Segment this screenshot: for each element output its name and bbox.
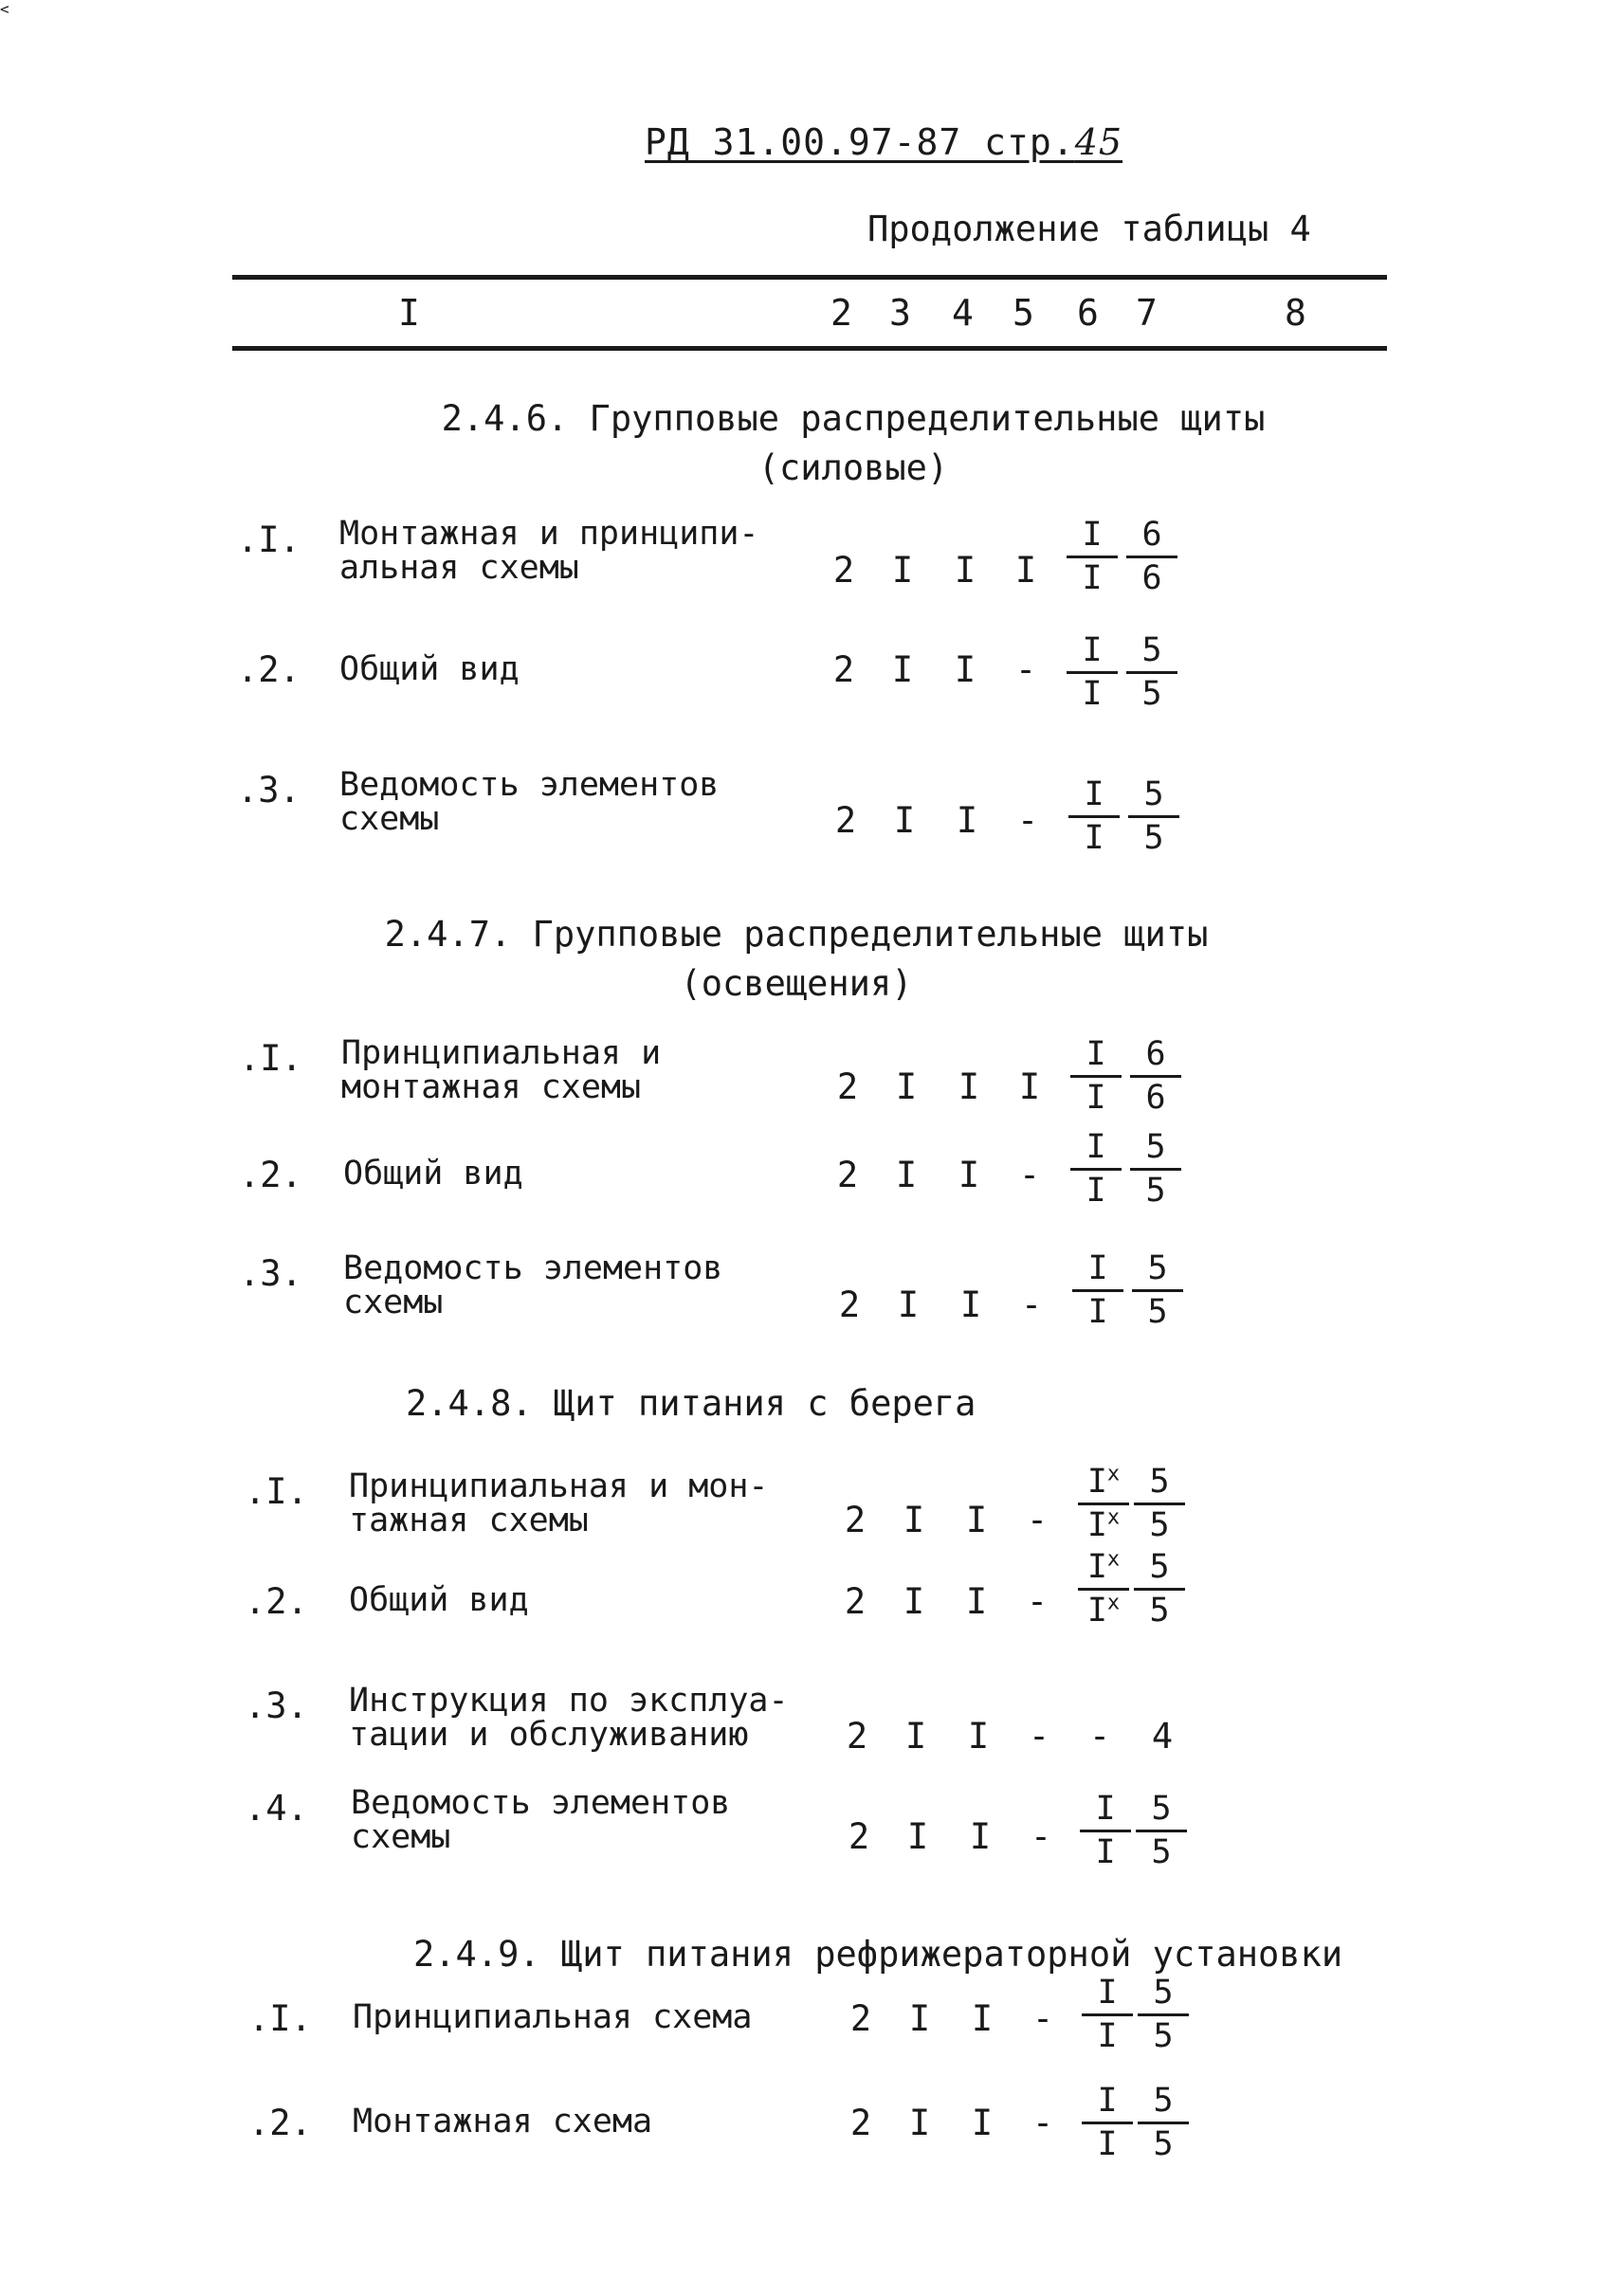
page-number: 45 <box>1074 121 1123 163</box>
fraction-col-7: $\frac{5}{5}$ <box>1132 1249 1183 1332</box>
fraction-col-6: $\frac{I}{I}$ <box>1070 1035 1122 1118</box>
section-title: 2.4.8. Щит питания с берега <box>406 1383 976 1424</box>
value-col-5: - <box>1030 1816 1052 1857</box>
value-col-3: I <box>904 1716 927 1757</box>
row-description: Общий вид <box>339 650 520 688</box>
value-col-5: - <box>1018 1155 1041 1195</box>
value-col-3: I <box>906 1816 929 1857</box>
column-header-3: 3 <box>889 292 911 334</box>
fraction-col-7: $\frac{6}{6}$ <box>1126 516 1177 598</box>
value-col-2: 2 <box>849 2103 872 2143</box>
value-col-7: 4 <box>1151 1716 1174 1757</box>
column-header-6: 6 <box>1077 292 1099 334</box>
value-col-4: I <box>971 2103 994 2143</box>
value-col-3: I <box>895 1155 918 1195</box>
table-continuation-label: Продолжение таблицы 4 <box>867 209 1311 249</box>
value-col-2: 2 <box>849 1998 872 2039</box>
fraction-col-6: $\frac{I^x}{I^x}$ <box>1078 1548 1129 1630</box>
value-col-5: - <box>1028 1716 1050 1757</box>
fraction-col-7: $\frac{5}{5}$ <box>1130 1128 1181 1211</box>
value-col-4: I <box>969 1816 992 1857</box>
value-col-5: - <box>1026 1500 1049 1540</box>
row-number: .3. <box>245 1685 308 1726</box>
value-col-5: I <box>1014 550 1037 591</box>
column-header-8: 8 <box>1285 292 1306 334</box>
value-col-5: - <box>1020 1284 1043 1325</box>
row-description: Принципиальная схема <box>353 1998 753 2036</box>
row-description: Принципиальная и мон- тажная схемы <box>349 1467 769 1539</box>
value-col-3: I <box>895 1066 918 1107</box>
row-number: .I. <box>239 1038 302 1079</box>
value-col-3: I <box>908 1998 931 2039</box>
document-header <box>645 121 1122 163</box>
value-col-4: I <box>959 1284 982 1325</box>
section-title: 2.4.9. Щит питания рефрижераторной установки <box>413 1934 1343 1975</box>
value-col-2: 2 <box>834 800 857 841</box>
value-col-5: - <box>1026 1581 1049 1622</box>
value-col-5: - <box>1014 649 1037 690</box>
fraction-col-7: $\frac{5}{5}$ <box>1126 631 1177 714</box>
fraction-col-6: $\frac{I}{I}$ <box>1070 1128 1122 1211</box>
value-col-2: 2 <box>838 1284 861 1325</box>
value-col-3: I <box>891 550 914 591</box>
fraction-col-7: $\frac{5}{5}$ <box>1134 1548 1185 1630</box>
value-col-4: I <box>967 1716 990 1757</box>
value-col-5: - <box>1031 2103 1054 2143</box>
value-col-4: I <box>956 800 978 841</box>
value-col-4: I <box>965 1500 988 1540</box>
value-col-2: 2 <box>844 1581 867 1622</box>
fraction-col-7: $\frac{6}{6}$ <box>1130 1035 1181 1118</box>
value-col-3: I <box>891 649 914 690</box>
value-col-4: I <box>958 1066 980 1107</box>
column-header-7: 7 <box>1136 292 1158 334</box>
fraction-col-6: $\frac{I}{I}$ <box>1082 2082 1133 2164</box>
value-col-5: I <box>1018 1066 1041 1107</box>
value-col-4: I <box>954 649 976 690</box>
value-col-3: I <box>893 800 916 841</box>
column-header-2: 2 <box>830 292 852 334</box>
fraction-col-7: $\frac{5}{5}$ <box>1134 1463 1185 1545</box>
doc-code: РД 31.00.97-87 стр. <box>645 121 1075 163</box>
fraction-col-6: $\frac{I}{I}$ <box>1068 775 1120 858</box>
row-number: .I. <box>248 1998 312 2039</box>
value-col-5: - <box>1031 1998 1054 2039</box>
row-number: .4. <box>245 1788 308 1829</box>
document-page: РД 31.00.97-87 стр.45 Продолжение таблицы 4 I 2 3 4 5 6 7 8 2.4.6. Групповые распределительные щиты (силовые) .I. Монтажная и принципи- альная схемы 2 I I I $\frac{I}{I}$ $\frac{6}{6}$ .2. Общий вид 2 I I - $\frac{I}{I}$ $\frac{5}{5}$ .3. Ведомость элементов схемы 2 I I - $\frac{I}{I}$ $\frac{5}{5}$ 2.4.7. Групповые распределительные щиты (освещения) .I. Принципиальная и монтажная схемы 2 I I I $\frac{I}{I}$ $\frac{6}{6}$ < .2. Общий вид 2 I I - $\frac{I}{I}$ $\frac{5}{5}$ .3. Ведомость элементов схемы 2 I I - $\frac{I}{I}$ $\frac{5}{5}$ 2.4.8. Щит питания с берега .I. Принципиальная и мон- тажная схемы 2 I I - $\frac{I^x}{I^x}$ $\frac{5}{5}$ .2. Общий вид 2 I I - $\frac{I^x}{I^x}$ $\frac{5}{5}$ .3. Инструкция по эксплуа- тации и обслуживанию 2 I I - - 4 .4. Ведомость элементов схемы 2 I I - $\frac{I}{I}$ $\frac{5}{5}$ 2.4.9. Щит питания рефрижераторной установки .I. Принципиальная схема 2 I I - $\frac{I}{I}$ $\frac{5}{5}$ .2. Монтажная схема 2 I I - $\frac{I}{I}$ $\frac{5}{5}$ <box>0 0 1624 2295</box>
value-col-2: 2 <box>848 1816 870 1857</box>
row-description: Общий вид <box>343 1155 523 1193</box>
fraction-col-6: $\frac{I^x}{I^x}$ <box>1078 1463 1129 1545</box>
fraction-col-6: $\frac{I}{I}$ <box>1067 631 1118 714</box>
fraction-col-7: $\frac{5}{5}$ <box>1138 2082 1189 2164</box>
row-number: .2. <box>245 1581 308 1622</box>
column-header-4: 4 <box>952 292 974 334</box>
table-top-rule <box>232 275 1387 280</box>
value-col-5: - <box>1016 800 1039 841</box>
value-col-2: 2 <box>836 1066 859 1107</box>
value-col-4: I <box>958 1155 980 1195</box>
table-header-rule <box>232 346 1387 351</box>
fraction-col-7: $\frac{5}{5}$ <box>1136 1790 1187 1872</box>
row-number: .2. <box>239 1155 302 1195</box>
column-header-5: 5 <box>1013 292 1034 334</box>
row-description: Принципиальная и монтажная схемы <box>341 1034 662 1106</box>
value-col-4: I <box>971 1998 994 2039</box>
row-description: Монтажная схема <box>353 2103 653 2140</box>
value-col-3: I <box>903 1581 925 1622</box>
value-col-4: I <box>954 550 976 591</box>
value-col-2: 2 <box>846 1716 868 1757</box>
fraction-col-6: $\frac{I}{I}$ <box>1080 1790 1131 1872</box>
column-header-1: I <box>398 292 420 334</box>
row-description: Ведомость элементов схемы <box>339 766 720 838</box>
value-col-3: I <box>903 1500 925 1540</box>
row-description: Ведомость элементов схемы <box>343 1249 723 1321</box>
value-col-2: 2 <box>844 1500 867 1540</box>
row-number: .2. <box>237 649 301 690</box>
fraction-col-6: $\frac{I}{I}$ <box>1082 1974 1133 2056</box>
row-number: .3. <box>237 770 301 811</box>
fraction-col-7: $\frac{5}{5}$ <box>1138 1974 1189 2056</box>
value-col-3: I <box>908 2103 931 2143</box>
row-description: Ведомость элементов схемы <box>351 1784 731 1856</box>
row-number: .3. <box>239 1253 302 1294</box>
row-description: Инструкция по эксплуа- тации и обслуживанию <box>349 1682 789 1754</box>
value-col-2: 2 <box>832 649 855 690</box>
value-col-3: I <box>897 1284 920 1325</box>
row-description: Общий вид <box>349 1581 529 1619</box>
fraction-col-6: $\frac{I}{I}$ <box>1072 1249 1123 1332</box>
row-number: .I. <box>245 1471 308 1512</box>
value-col-4: I <box>965 1581 988 1622</box>
row-number: .2. <box>248 2103 312 2143</box>
section-title: 2.4.6. Групповые распределительные щиты (силовые) <box>441 398 1266 488</box>
row-description: Монтажная и принципи- альная схемы <box>339 515 759 587</box>
value-col-6: - <box>1088 1716 1111 1757</box>
value-col-2: 2 <box>832 550 855 591</box>
row-number: .I. <box>237 519 301 560</box>
section-title: 2.4.7. Групповые распределительные щиты (освещения) <box>384 914 1209 1004</box>
fraction-col-6: $\frac{I}{I}$ <box>1067 516 1118 598</box>
fraction-col-7: $\frac{5}{5}$ <box>1128 775 1179 858</box>
value-col-2: 2 <box>836 1155 859 1195</box>
